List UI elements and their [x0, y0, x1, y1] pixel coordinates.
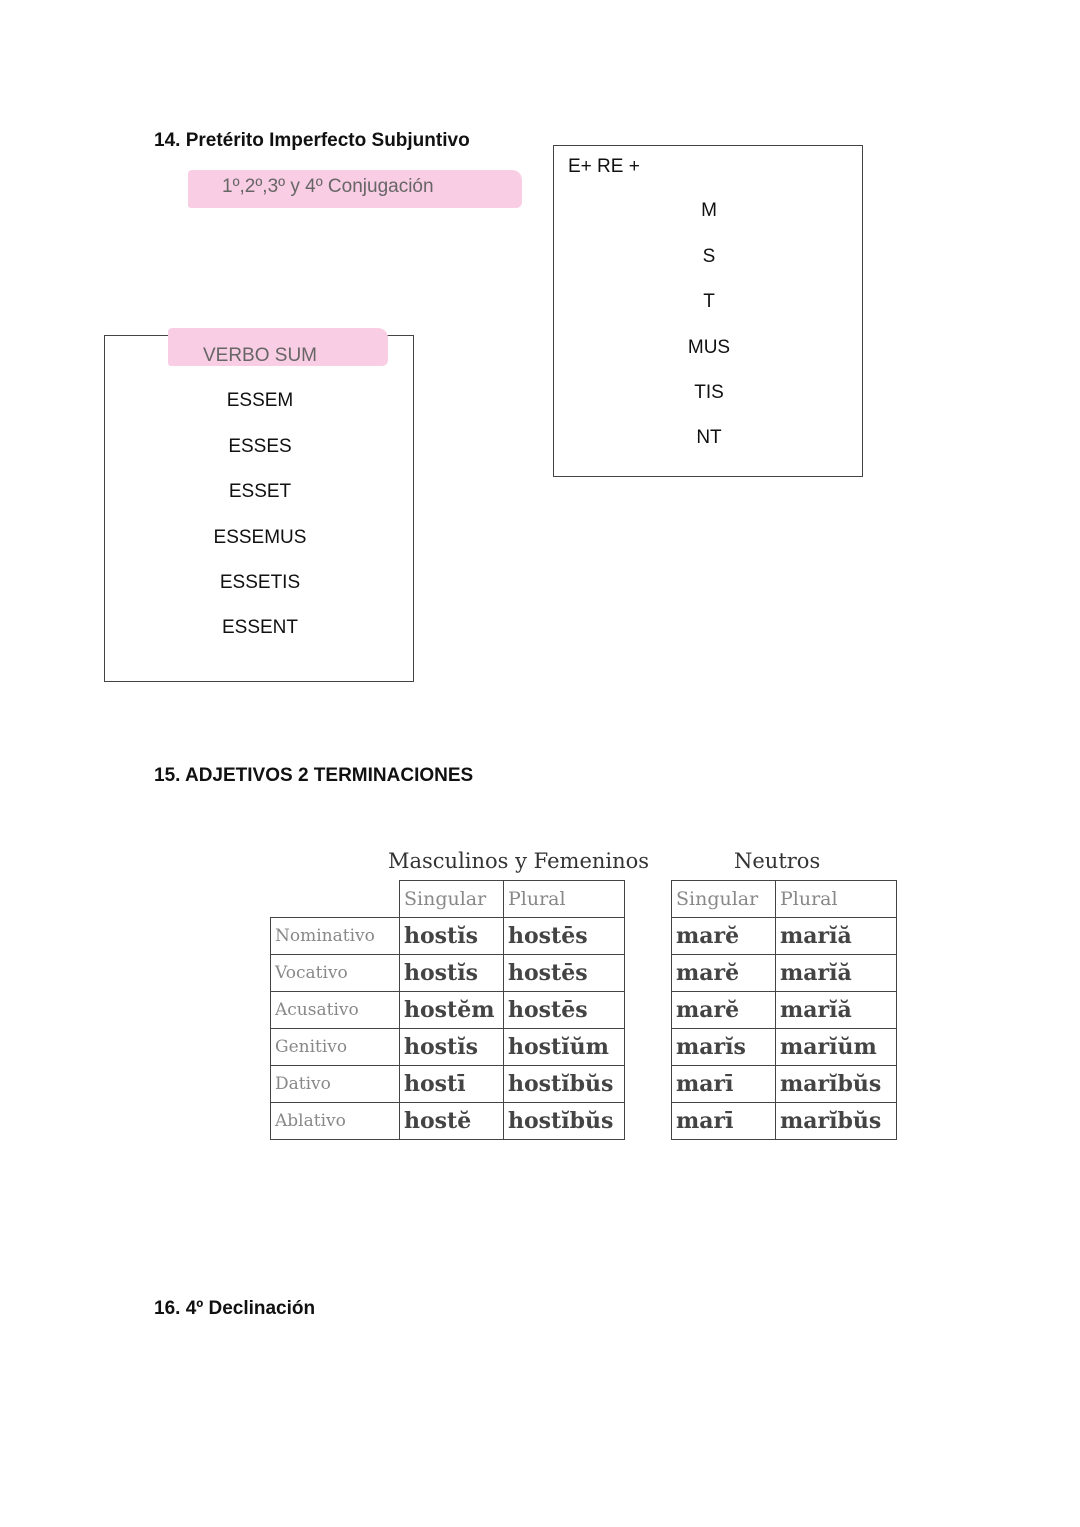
form-cell: hostī — [400, 1066, 504, 1103]
conjugation-subtitle: 1º,2º,3º y 4º Conjugación — [222, 176, 434, 197]
col-plural: Plural — [776, 881, 897, 918]
ending-item: TIS — [694, 382, 724, 403]
section-14-title: 14. Pretérito Imperfecto Subjuntivo — [154, 130, 470, 151]
form-cell: hostĭs — [400, 918, 504, 955]
form-cell: hostĕ — [400, 1103, 504, 1140]
ending-item: T — [703, 291, 715, 312]
form-cell: marĭbŭs — [776, 1066, 897, 1103]
verbo-sum-box — [104, 335, 414, 682]
verbo-sum-title: VERBO SUM — [202, 345, 318, 366]
form-cell: marĕ — [672, 992, 776, 1029]
table-row — [271, 1066, 625, 1103]
sum-form: ESSEM — [226, 390, 294, 411]
form-cell: marĭă — [776, 918, 897, 955]
form-cell: hostēs — [504, 918, 625, 955]
case-label: Ablativo — [271, 1103, 400, 1140]
sum-form: ESSEMUS — [213, 527, 307, 548]
sum-form: ESSET — [228, 481, 292, 502]
form-cell: marĭŭm — [776, 1029, 897, 1066]
section-16-title: 16. 4º Declinación — [154, 1298, 316, 1319]
form-cell: hostĭs — [400, 1029, 504, 1066]
endings-box — [553, 145, 863, 477]
form-cell: hostēs — [504, 955, 625, 992]
form-cell: hostĕm — [400, 992, 504, 1029]
form-cell: hostĭs — [400, 955, 504, 992]
table-row — [672, 992, 897, 1029]
ending-item: NT — [696, 427, 722, 448]
table-row — [672, 918, 897, 955]
section-15-title: 15. ADJETIVOS 2 TERMINACIONES — [154, 765, 474, 786]
form-cell: hostĭbŭs — [504, 1103, 625, 1140]
table-row — [271, 955, 625, 992]
col-singular: Singular — [400, 881, 504, 918]
form-cell: marĭs — [672, 1029, 776, 1066]
ending-item: MUS — [687, 337, 731, 358]
form-cell: marĕ — [672, 955, 776, 992]
ending-item: M — [701, 200, 717, 221]
table-row — [672, 1066, 897, 1103]
group-neutros-title: Neutros — [734, 849, 821, 873]
case-label: Vocativo — [271, 955, 400, 992]
table-row — [271, 918, 625, 955]
sum-form: ESSENT — [221, 617, 299, 638]
form-cell: marĭbŭs — [776, 1103, 897, 1140]
form-cell: marĭă — [776, 992, 897, 1029]
case-label: Dativo — [271, 1066, 400, 1103]
sum-form: ESSETIS — [219, 572, 301, 593]
form-cell: marĕ — [672, 918, 776, 955]
form-cell: hostēs — [504, 992, 625, 1029]
group-mf-title: Masculinos y Femeninos — [388, 849, 650, 873]
form-cell: hostĭŭm — [504, 1029, 625, 1066]
case-label: Acusativo — [271, 992, 400, 1029]
neutros-declension-table — [671, 880, 897, 1140]
col-plural: Plural — [504, 881, 625, 918]
endings-prefix: E+ RE + — [568, 156, 640, 177]
table-row — [672, 1103, 897, 1140]
form-cell: marī — [672, 1066, 776, 1103]
table-row — [271, 1029, 625, 1066]
form-cell: marī — [672, 1103, 776, 1140]
form-cell: hostĭbŭs — [504, 1066, 625, 1103]
ending-item: S — [702, 246, 716, 267]
table-row — [672, 955, 897, 992]
form-cell: marĭă — [776, 955, 897, 992]
sum-form: ESSES — [228, 436, 292, 457]
table-header-row — [271, 881, 625, 918]
case-label: Nominativo — [271, 918, 400, 955]
col-singular: Singular — [672, 881, 776, 918]
table-row — [271, 1103, 625, 1140]
table-row — [271, 992, 625, 1029]
mf-declension-table — [270, 880, 625, 1140]
table-header-row — [672, 881, 897, 918]
table-row — [672, 1029, 897, 1066]
case-label: Genitivo — [271, 1029, 400, 1066]
